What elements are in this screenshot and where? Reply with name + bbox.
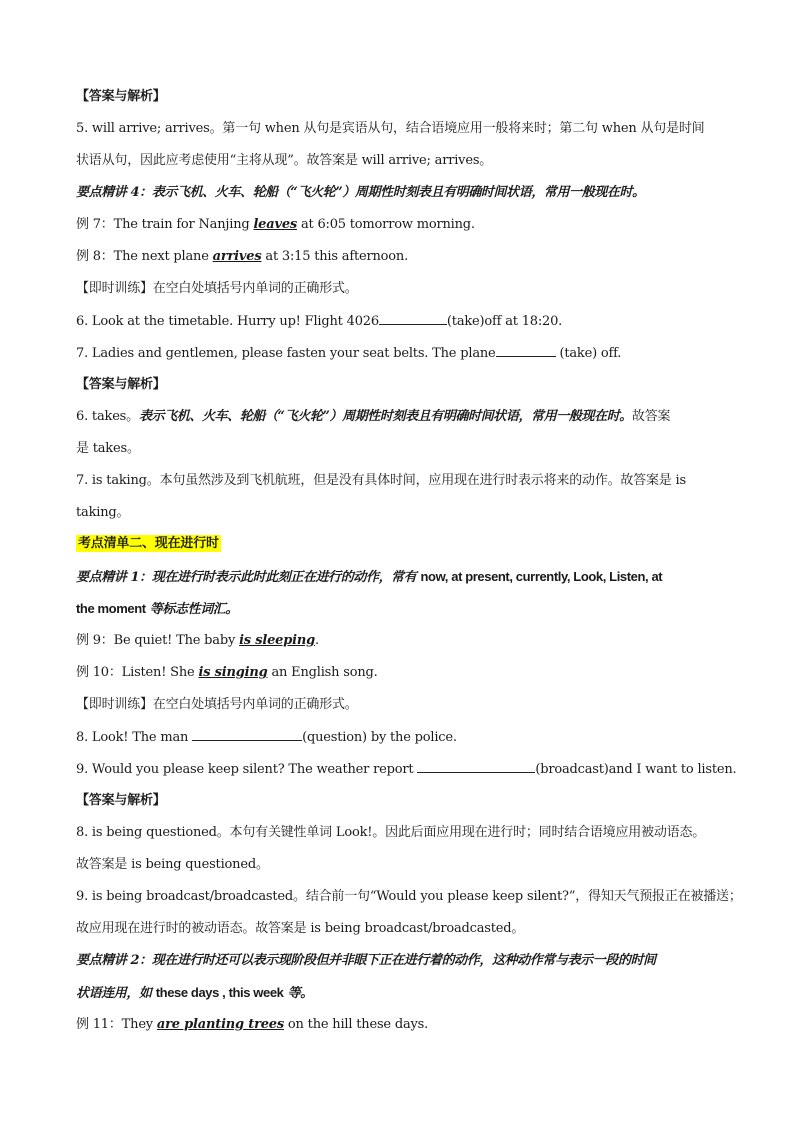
practice-heading-1: 【即时训练】在空白处填括号内单词的正确形式。 xyxy=(76,281,358,296)
answer-blank xyxy=(379,312,447,325)
example-8-answer: arrives xyxy=(212,249,262,264)
example-7: 例 7：The train for Nanjing leaves at 6:05 tomorrow morning. xyxy=(76,217,475,232)
answer-7-line-1: 7. is taking。本句虽然涉及到飞机航班，但是没有具体时间，应用现在进行时表示将来的动作。故答案是 is xyxy=(76,473,686,488)
exercise-7: 7. Ladies and gentlemen, please fasten your seat belts. The plane (take) off. xyxy=(76,346,622,361)
key-point-2: 要点精讲 2：现在进行时还可以表示现阶段但并非眼下正在进行着的动作，这种动作常与表示一段的时间 xyxy=(76,953,656,968)
answer-blank xyxy=(192,728,302,741)
example-7-answer: leaves xyxy=(253,217,298,232)
example-11: 例 11：They are planting trees on the hill these days. xyxy=(76,1017,429,1032)
exercise-6: 6. Look at the timetable. Hurry up! Flight 4026 (take)off at 18:20. xyxy=(76,314,563,329)
answer-9-line-1: 9. is being broadcast/broadcasted。结合前一句“Would you please keep silent?”，得知天气预报正在被播送； xyxy=(76,889,742,904)
example-10: 例 10：Listen! She is singing an English song. xyxy=(76,665,378,680)
answer-5-line-1: 5. will arrive; arrives。第一句 when 从句是宾语从句，结合语境应用一般将来时；第二句 when 从句是时间 xyxy=(76,121,705,136)
example-11-answer: are planting trees xyxy=(156,1017,284,1032)
answer-6-line-2: 是 takes。 xyxy=(76,441,140,456)
answer-7-line-2: taking。 xyxy=(76,505,130,520)
answer-heading-1: 【答案与解析】 xyxy=(76,89,166,104)
highlighted-heading: 考点清单二、现在进行时 xyxy=(78,536,219,551)
answer-8-line-1: 8. is being questioned。本句有关键性单词 Look!。因此后面应用现在进行时；同时结合语境应用被动语态。 xyxy=(76,825,706,840)
answer-heading-3: 【答案与解析】 xyxy=(76,793,166,808)
key-point-1: 要点精讲 1：现在进行时表示此时此刻正在进行的动作，常有 now, at present, currently, Look, Listen, at xyxy=(76,569,663,585)
answer-blank xyxy=(417,760,535,773)
answer-5-line-2: 状语从句，因此应考虑使用“主将从现”。故答案是 will arrive; arrives。 xyxy=(76,153,493,168)
section-title xyxy=(76,535,736,553)
example-10-answer: is singing xyxy=(198,665,268,680)
answer-blank xyxy=(496,344,556,357)
answer-6-line-1: 6. takes。表示飞机、火车、轮船（“飞火轮”）周期性时刻表且有明确时间状语，常用一般现在时。故答案 xyxy=(76,409,671,424)
practice-heading-2: 【即时训练】在空白处填括号内单词的正确形式。 xyxy=(76,697,358,712)
answer-heading-2: 【答案与解析】 xyxy=(76,377,166,392)
answer-8-line-2: 故答案是 is being questioned。 xyxy=(76,857,269,872)
exercise-8: 8. Look! The man (question) by the police. xyxy=(76,730,457,745)
key-point-1-cont: the moment 等标志性词汇。 xyxy=(76,601,238,617)
exercise-9: 9. Would you please keep silent? The weather report (broadcast)and I want to listen. xyxy=(76,762,737,777)
example-8: 例 8：The next plane arrives at 3:15 this afternoon. xyxy=(76,249,409,264)
key-point-2-cont: 状语连用，如 these days , this week 等。 xyxy=(76,985,313,1001)
example-9-answer: is sleeping xyxy=(239,633,316,648)
example-9: 例 9：Be quiet! The baby is sleeping. xyxy=(76,633,319,648)
answer-9-line-2: 故应用现在进行时的被动语态。故答案是 is being broadcast/broadcasted。 xyxy=(76,921,525,936)
key-point-4: 要点精讲 4：表示飞机、火车、轮船（“飞火轮”）周期性时刻表且有明确时间状语，常用一般现在时。 xyxy=(76,185,645,200)
